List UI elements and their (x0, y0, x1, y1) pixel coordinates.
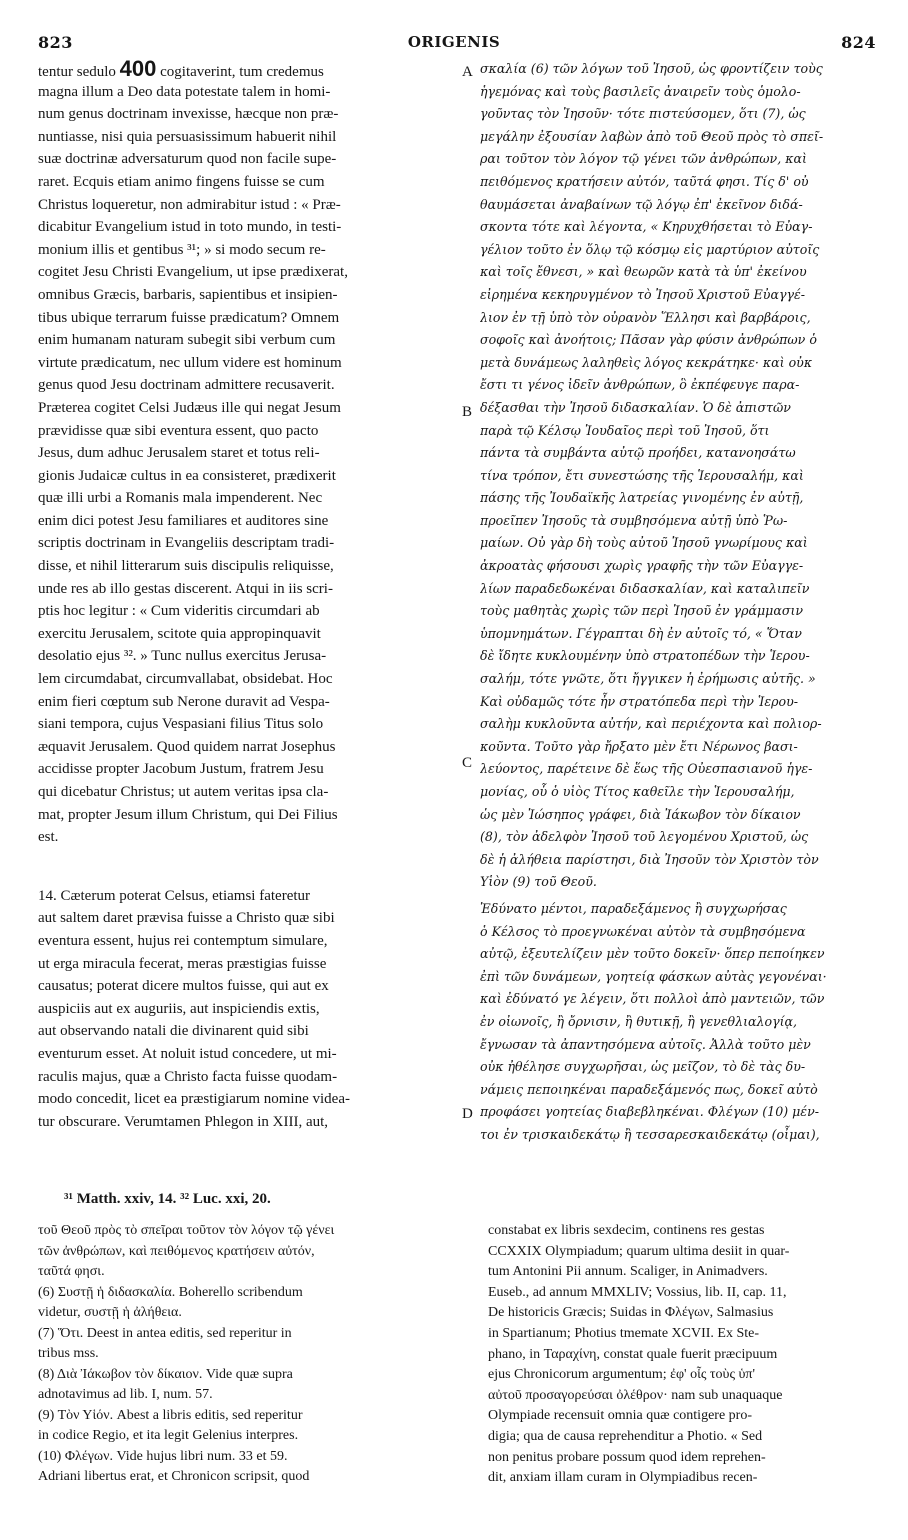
latin-text-line: qui dicebatur Christus; ut autem veritas ipsa cla- (38, 784, 329, 800)
greek-text-line: πειθόμενος κρατήσειν αὐτόν, ταῦτά φησι. Τίς δ' οὐ (480, 173, 809, 189)
footnote-line: (9) Τὸν Υἱόν. Abest a libris editis, sed reperitur (38, 1407, 303, 1423)
latin-text-line: scriptis doctrinam in Evangeliis descriptam tradi- (38, 535, 335, 552)
latin-text-line: Jesus, dum adhuc Jerusalem staret et totus reli- (38, 445, 320, 462)
greek-text-line: ὡς μὲν Ἰώσηπος γράφει, διὰ Ἰάκωβον τὸν δίκαιον (480, 806, 801, 822)
latin-text-line: siani tempora, cujus Vespasiani filius Titus solo (38, 716, 324, 733)
latin-text-line: aut saltem daret prævisa fuisse a Christo quæ sibi (38, 910, 335, 927)
greek-text-line: κοῦντα. Τοῦτο γὰρ ἤρξατο μὲν ἔτι Νέρωνος βασι- (480, 738, 798, 754)
latin-text-line: raret. Ecquis etiam animo fingens fuisse se cum (38, 173, 325, 190)
greek-paragraph-2 (480, 898, 878, 1147)
latin-text-line: num genus doctrinam invexisse, hæcque non præ- (38, 106, 339, 123)
greek-text-line: ἔγνωσαν τὰ ἀπαντησόμενα αὐτοῖς. Ἀλλὰ τοῦτο μὲν (480, 1036, 811, 1052)
footnote-line: (6) Συστῇ ἡ διδασκαλία. Boherello scribendum (38, 1284, 303, 1300)
greek-text-line: θαυμάσεται ἀναβαίνων τῷ λόγῳ ἐπ' ἐκεῖνον διδά- (480, 196, 803, 212)
greek-column (480, 58, 878, 1147)
footnote-line: digia; qua de causa reprehenditur a Photio. « Sed (488, 1428, 763, 1444)
margin-letter-c: C (462, 755, 473, 771)
latin-text-line: enim humanam naturam subegit sibi verbum cum (38, 332, 336, 349)
greek-text-line: μαίων. Οὐ γὰρ δὴ τοὺς αὐτοῦ Ἰησοῦ γνωρίμους καὶ (480, 535, 808, 551)
footnote-line: phano, in Ταραχίνη, constat quale fuerit præcipuum (488, 1346, 778, 1362)
latin-text-line: 14. Cæterum poterat Celsus, etiamsi fateretur (38, 887, 311, 904)
latin-text-line: enim dici potest Jesu familiares et auditores sine (38, 512, 329, 529)
latin-text-line: causatus; poterat dicere multos fuisse, qui aut ex (38, 978, 329, 995)
page-number-left: 823 (38, 33, 73, 52)
footnote-line: (8) Διὰ Ἰάκωβον τὸν δίκαιον. Vide quæ supra (38, 1366, 293, 1382)
greek-text-line: πάσης τῆς Ἰουδαϊκῆς λατρείας γινομένης ἐν αὐτῇ, (480, 490, 804, 506)
latin-text-line: virtute prædicatum, nec ullum videre est hominum (38, 354, 342, 371)
latin-text-line: quæ illi urbi a Romanis mala impenderent. Nec (38, 490, 323, 507)
greek-text-line: σαλὴμ κυκλοῦντα αὐτήν, καὶ περιέχοντα καὶ πολιορ- (480, 716, 822, 732)
footnote-line: (10) Φλέγων. Vide hujus libri num. 33 et 59. (38, 1448, 288, 1464)
footnote-line: dit, anxiam illam curam in Olympiadibus recen- (488, 1470, 758, 1486)
latin-text-line: ptis hoc legitur : « Cum videritis circumdari ab (38, 603, 320, 620)
greek-text-line: δὲ ἴδητε κυκλουμένην ὑπὸ στρατοπέδων τὴν Ἱερου- (480, 648, 810, 664)
greek-text-line: αὐτῷ, ἐξευτελίζειν μὲν τοῦτο δοκεῖν· ὅπερ πεποίηκεν (480, 946, 825, 962)
scripture-footnotes: ³¹ Matth. xxiv, 14. ³² Luc. xxi, 20. (64, 1191, 271, 1207)
latin-text-line: suæ doctrinæ adversaturum quod non facile supe- (38, 151, 337, 168)
page-number-right: 824 (841, 33, 876, 52)
greek-text-line: οὐκ ἠθέλησε συγχωρῆσαι, ὡς μεῖζον, τὸ δὲ τὰς δυ- (480, 1059, 806, 1075)
latin-text-line: unde res ab illo gestas discerent. Atqui in iis scri- (38, 580, 333, 597)
footnote-line: in Spartianum; Photius tmemate XCVII. Ex Ste- (488, 1325, 760, 1341)
greek-text-line: σαλήμ, τότε γνῶτε, ὅτι ἤγγικεν ἡ ἐρήμωσις αὐτῆς. » (480, 671, 816, 687)
latin-text-line: magna illum a Deo data potestate talem in homi- (38, 83, 331, 100)
greek-text-line: μονίας, οὗ ὁ υἱὸς Τίτος καθεῖλε τὴν Ἱερουσαλήμ, (480, 784, 795, 799)
footnote-line: in codice Regio, et ita legit Gelenius interpres. (38, 1428, 299, 1443)
greek-text-line: ἔστι τι γένος ἰδεῖν ἀνθρώπων, ὃ ἐκπέφευγε παρα- (480, 377, 800, 393)
greek-text-line: καὶ ἐδύνατό γε λέγειν, ὅτι πολλοὶ ἀπὸ μαντειῶν, τῶν (480, 991, 825, 1007)
latin-text-line: prævidisse quæ sibi eventura essent, quo pacto (38, 422, 319, 439)
greek-text-line: μετὰ δυνάμεως λαληθεὶς λόγος κεκράτηκε· καὶ οὐκ (480, 354, 813, 370)
greek-text-line: ἡγεμόνας καὶ τοὺς βασιλεῖς ἀναιρεῖν τοὺς ὁμολο- (480, 83, 801, 99)
latin-first-line: tentur sedulo 400 cogitaverint, tum credemus (38, 58, 324, 81)
greek-text-line: προφάσει γοητείας διαβεβληκέναι. Φλέγων (10) μέν- (480, 1104, 819, 1120)
latin-text-line: omnibus Græcis, barbaris, sapientibus et insipien- (38, 286, 338, 303)
margin-letter-a: A (462, 64, 473, 80)
footnote-line: non penitus probare possum quod idem reprehen- (488, 1449, 766, 1465)
greek-text-line: σοφοῖς καὶ ἀνοήτοις; Πᾶσαν γὰρ φύσιν ἀνθρώπων ὁ (480, 332, 817, 348)
footnote-line: Adriani libertus erat, et Chronicon scripsit, quod (38, 1469, 310, 1484)
latin-text-line: tibus ubique terrarum fuisse prædicatum? Omnem (38, 309, 340, 326)
footnote-line: De historicis Græcis; Suidas in Φλέγων, Salmasius (488, 1305, 774, 1321)
greek-paragraph-1 (480, 58, 878, 894)
latin-text-line: auspiciis aut ex auguriis, aut inspiciendis extis, (38, 1000, 320, 1017)
latin-text-line: lem circumdabat, circumvallabat, obsidebat. Hoc (38, 671, 333, 688)
greek-text-line: ἐπὶ τῶν δυνάμεων, γοητείᾳ φάσκων αὐτὰς γεγονέναι· (480, 968, 827, 984)
footnote-line: τοῦ Θεοῦ πρὸς τὸ σπεῖραι τοῦτον τὸν λόγον τῷ γένει (38, 1223, 335, 1238)
greek-text-line: λίων παραδεδωκέναι διδασκαλίαν, καὶ καταλιπεῖν (480, 580, 810, 596)
latin-text-line: aut observando natali die divinarent quid sibi (38, 1023, 309, 1040)
latin-text-line: raculis majus, quæ a Christo facta fuisse quodam- (38, 1068, 338, 1085)
greek-text-line: παρὰ τῷ Κέλσῳ Ἰουδαῖος περὶ τοῦ Ἰησοῦ, ὅτι (480, 422, 770, 438)
greek-text-line: τοὺς μαθητὰς χωρὶς τῶν περὶ Ἰησοῦ ἐν γράμμασιν (480, 603, 804, 619)
latin-text-line: enim fieri cœptum sub Nerone duravit ad Vespa- (38, 693, 330, 710)
latin-text-line: modo concedit, licet ea præstigiarum nomine videa- (38, 1091, 350, 1108)
footnote-line: αὐτοῦ προσαγορεύσαι ὀλέθρον· nam sub unaquaque (488, 1387, 783, 1403)
latin-text-line: Christus loqueretur, non admirabitur istud : « Præ- (38, 196, 341, 213)
footnotes-right (488, 1221, 880, 1489)
greek-text-line: ραι τοῦτον τὸν λόγον τῷ γένει τῶν ἀνθρώπων, καὶ (480, 151, 807, 167)
latin-paragraph-2 (38, 885, 456, 1134)
greek-text-line: ὑπομνημάτων. Γέγραπται δὴ ἐν αὐτοῖς τό, « Ὅταν (480, 625, 802, 641)
greek-text-line: λιον ἐν τῇ ὑπὸ τὸν οὐρανὸν Ἕλλησι καὶ βαρβάροις, (480, 309, 811, 325)
latin-text-line: desolatio ejus ³². » Tunc nullus exercitus Jerusa- (38, 648, 327, 665)
footnote-line: Euseb., ad annum MMXLIV; Vossius, lib. II, cap. 11, (488, 1284, 787, 1300)
footnote-line: ejus Chronicorum argumentum; ἐφ' οἷς τοὺς ὑπ' (488, 1367, 756, 1383)
greek-text-line: γέλιον τοῦτο ἐν ὅλῳ τῷ κόσμῳ εἰς μαρτύριον αὐτοῖς (480, 241, 820, 257)
footnote-line: videtur, συστῇ ἡ ἀλήθεια. (38, 1305, 182, 1320)
greek-text-line: πάντα τὰ συμβάντα αὐτῷ προήδει, κατανοησάτω (480, 445, 796, 461)
margin-letter-b: B (462, 404, 473, 420)
footnote-line: tribus mss. (38, 1346, 99, 1361)
running-title: ORIGENIS (407, 33, 501, 51)
latin-column (38, 58, 456, 1133)
greek-text-line: Υἱὸν (9) τοῦ Θεοῦ. (480, 874, 597, 890)
greek-text-line: εἰρημένα κεκηρυγμένον τὸ Ἰησοῦ Χριστοῦ Εὐαγγέ- (480, 286, 806, 302)
margin-letter-d: D (462, 1106, 473, 1122)
greek-text-line: ἐν οἰωνοῖς, ἢ ὄρνισιν, ἢ θυτικῇ, ἢ γενεθλιαλογίᾳ, (480, 1013, 798, 1029)
footnote-line: CCXXIX Olympiadum; quarum ultima desiit in quar- (488, 1243, 790, 1259)
greek-text-line: Ἐδύνατο μέντοι, παραδεξάμενος ἢ συγχωρήσας (480, 900, 787, 916)
greek-text-line: δὲ ἡ ἀλήθεια παρίστησι, διὰ Ἰησοῦν τὸν Χριστὸν τὸν (480, 851, 819, 867)
greek-text-line: λεύοντος, παρέτεινε δὲ ἕως τῆς Οὐεσπασιανοῦ ἡγε- (480, 761, 813, 777)
latin-text-line: eventura essent, hujus rei contemptum simulare, (38, 932, 328, 949)
latin-text-line: mat, propter Jesum illum Christum, qui Dei Filius (38, 806, 338, 823)
footnote-line: tum Antonini Pii annum. Scaliger, in Animadvers. (488, 1264, 768, 1280)
footnote-line: τῶν ἀνθρώπων, καὶ πειθόμενος κρατήσειν αὐτόν, (38, 1243, 315, 1259)
greek-text-line: τοι ἐν τρισκαιδεκάτῳ ἢ τεσσαρεσκαιδεκάτῳ (οἶμαι), (480, 1126, 820, 1142)
greek-text-line: νάμεις πεποιηκέναι παραδεξάμενός πως, δοκεῖ αὐτὸ (480, 1081, 818, 1097)
latin-text-line: cogitet Jesu Christi Evangelium, ut ipse prædixerat, (38, 264, 348, 281)
footnote-line: Olympiade recensuit omnia quæ contigere pro- (488, 1408, 752, 1424)
latin-text-line: gionis Judaicæ cultus in ea consisteret, prædixerit (38, 467, 336, 484)
greek-text-line: ὁ Κέλσος τὸ προεγνωκέναι αὐτὸν τὰ συμβησόμενα (480, 923, 806, 939)
greek-text-line: (8), τὸν ἀδελφὸν Ἰησοῦ τοῦ λεγομένου Χριστοῦ, ὡς (480, 829, 809, 845)
latin-text-line: accidisse propter Jacobum Justum, fratrem Jesu (38, 761, 324, 778)
latin-text-line: æquavit Jerusalem. Quod quidem narrat Josephus (38, 738, 336, 755)
footnotes-left (38, 1221, 458, 1488)
latin-text-line: eventurum esset. At noluit istud concedere, ut mi- (38, 1045, 337, 1062)
footnote-line: (7) Ὅτι. Deest in antea editis, sed reperitur in (38, 1325, 292, 1341)
latin-text-line: Præterea cogitet Celsi Judæus ille qui negat Jesum (38, 399, 341, 416)
greek-text-line: τίνα τρόπον, ἔτι συνεστώσης τῆς Ἱερουσαλήμ, καὶ (480, 467, 804, 483)
greek-text-line: δέξασθαι τὴν Ἰησοῦ διδασκαλίαν. Ὁ δὲ ἀπιστῶν (480, 399, 791, 415)
latin-text-line: dicabitur Evangelium istud in toto mundo, in testi- (38, 219, 342, 236)
latin-text-line: disse, et nihil litterarum suis discipulis reliquisse, (38, 558, 334, 575)
latin-text-line: exercitu Jerusalem, scitote quia appropinquavit (38, 625, 321, 642)
footnote-line: adnotavimus ad lib. I, num. 57. (38, 1387, 213, 1402)
greek-text-line: ἀκροατὰς φήσουσι χωρὶς γραφῆς τὴν τῶν Εὐαγγε- (480, 558, 804, 574)
footnote-line: constabat ex libris sexdecim, continens res gestas (488, 1223, 765, 1238)
footnote-line: ταῦτά φησι. (38, 1264, 105, 1279)
greek-text-line: μεγάλην ἐξουσίαν λαβὼν ἀπὸ τοῦ Θεοῦ πρὸς τὸ σπεῖ- (480, 128, 824, 144)
greek-text-line: σκαλία (6) τῶν λόγων τοῦ Ἰησοῦ, ὡς φροντίζειν τοὺς (480, 61, 823, 76)
greek-text-line: σκοντα τότε καὶ λέγοντα, « Κηρυχθήσεται τὸ Εὐαγ- (480, 219, 813, 235)
greek-text-line: καὶ τοῖς ἔθνεσι, » καὶ θεωρῶν κατὰ τὰ ὑπ' ἐκείνου (480, 264, 807, 280)
latin-text-line: ut erga miracula fecerat, meras præstigias fuisse (38, 955, 327, 972)
margin-page-number: 400 (119, 58, 157, 81)
latin-text-line: tur obscurare. Verumtamen Phlegon in XIII, aut, (38, 1113, 329, 1130)
latin-text-line: nuntiasse, nisi quia persuasissimum habuerit nihil (38, 128, 337, 145)
greek-text-line: γοῦντας τὸν Ἰησοῦν· τότε πιστεύσομεν, ὅτι (7), ὡς (480, 106, 806, 122)
greek-text-line: προεῖπεν Ἰησοῦς τὰ συμβησόμενα αὐτῇ ὑπὸ Ῥω- (480, 512, 788, 528)
latin-text-line: genus quod Jesu doctrinam admittere recusaverit. (38, 377, 335, 394)
latin-text-line: est. (38, 829, 59, 846)
latin-text-line: monium illis et gentibus ³¹; » si modo secum re- (38, 241, 326, 258)
greek-text-line: Καὶ οὐδαμῶς τότε ἦν στρατόπεδα περὶ τὴν Ἱερου- (480, 693, 798, 709)
latin-paragraph-1 (38, 81, 456, 849)
